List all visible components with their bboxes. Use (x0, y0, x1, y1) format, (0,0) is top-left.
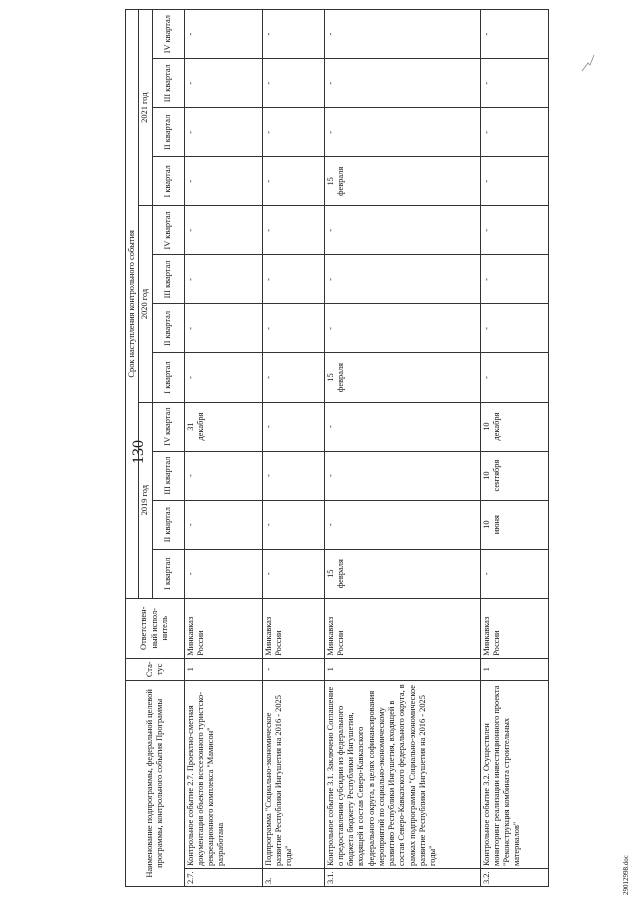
deadline-value: - (263, 376, 273, 379)
deadline-value: - (481, 130, 491, 134)
deadline-value: - (481, 32, 491, 36)
table-body (184, 10, 548, 887)
deadline-month: февраля (335, 362, 345, 393)
deadline-cell (480, 402, 548, 451)
responsible-cell: Минкавказ России (324, 598, 480, 658)
deadline-value: - (481, 179, 491, 183)
deadline-cell (262, 500, 324, 549)
deadline-value: - (325, 474, 335, 478)
deadline-value: 15 (325, 177, 335, 186)
event-name: Контрольное событие 2.7. Проектно-сметная документация объектов всесезонного туристско-рекреационного комплекса "Мамисон" разработана (184, 680, 262, 868)
deadline-value: - (481, 81, 491, 85)
deadline-cell (184, 157, 262, 206)
header-quarter: I квартал (152, 157, 184, 206)
deadline-cell (262, 59, 324, 108)
deadline-cell (480, 304, 548, 353)
deadline-cell (324, 500, 480, 549)
deadline-cell (262, 206, 324, 255)
status-cell: - (262, 658, 324, 680)
header-quarter: II квартал (152, 108, 184, 157)
file-reference: 29012998.doc (622, 855, 630, 895)
header-quarter: IV квартал (152, 206, 184, 255)
deadline-cell (480, 353, 548, 402)
deadline-month: декабря (491, 412, 501, 441)
deadline-cell (184, 59, 262, 108)
deadline-cell (184, 451, 262, 500)
deadline-value: - (325, 130, 335, 134)
deadline-cell (262, 255, 324, 304)
deadline-value: 15 (325, 373, 335, 382)
header-status: Ста-тус (126, 658, 185, 680)
deadline-cell (324, 402, 480, 451)
deadline-value: - (185, 572, 195, 576)
deadline-value: - (185, 81, 195, 85)
header-quarter: IV квартал (152, 10, 184, 59)
row-number: 2.7. (184, 868, 262, 886)
deadline-cell (262, 108, 324, 157)
deadline-value: - (263, 278, 273, 281)
deadline-month: декабря (195, 412, 205, 441)
deadline-value: - (481, 376, 491, 379)
deadline-value: - (263, 474, 273, 478)
header-responsible: Ответствен-ный испол-нитель (126, 598, 185, 658)
deadline-value: 10 (481, 471, 491, 480)
deadline-value: - (325, 523, 335, 527)
deadline-cell (480, 500, 548, 549)
responsible-cell: Минкавказ России (262, 598, 324, 658)
deadline-value: - (263, 81, 273, 85)
deadline-value: - (185, 228, 195, 232)
deadline-value: - (185, 32, 195, 36)
deadline-cell (184, 108, 262, 157)
row-number: 3. (262, 868, 324, 886)
table-row (480, 10, 548, 887)
deadline-value: - (185, 376, 195, 379)
control-events-table (125, 9, 549, 887)
deadline-value: - (325, 32, 335, 36)
deadline-cell (262, 451, 324, 500)
deadline-cell (184, 206, 262, 255)
deadline-value: - (185, 523, 195, 527)
deadline-cell (480, 10, 548, 59)
deadline-cell (262, 304, 324, 353)
deadline-value: 10 (481, 520, 491, 529)
deadline-cell (480, 206, 548, 255)
deadline-cell (324, 255, 480, 304)
deadline-cell (480, 549, 548, 598)
deadline-value: - (481, 278, 491, 281)
header-quarter: III квартал (152, 255, 184, 304)
deadline-cell (184, 10, 262, 59)
event-name: Контрольное событие 3.2. Осуществлен мониторинг реализации инвестиционного проекта "Реконструкция комбината строительных материалов" (480, 680, 548, 868)
deadline-month: сентября (491, 459, 501, 492)
deadline-value: - (263, 130, 273, 134)
responsible-cell: Минкавказ России (480, 598, 548, 658)
deadline-cell (262, 353, 324, 402)
header-year-2019: 2019 год (139, 402, 152, 598)
header-quarter: III квартал (152, 59, 184, 108)
deadline-cell (324, 549, 480, 598)
responsible-cell: Минкавказ России (184, 598, 262, 658)
deadline-value: - (263, 32, 273, 36)
header-quarter: III квартал (152, 451, 184, 500)
pen-mark-icon (578, 45, 598, 75)
deadline-value: - (185, 179, 195, 183)
deadline-month: февраля (335, 166, 345, 196)
deadline-cell (184, 500, 262, 549)
deadline-cell (262, 402, 324, 451)
deadline-month: февраля (335, 559, 345, 589)
deadline-cell (184, 402, 262, 451)
deadline-cell (324, 157, 480, 206)
deadline-value: - (325, 327, 335, 330)
deadline-value: - (325, 228, 335, 232)
header-quarter: IV квартал (152, 402, 184, 451)
deadline-cell (184, 255, 262, 304)
deadline-value: - (185, 474, 195, 478)
deadline-value: - (481, 228, 491, 232)
deadline-cell (324, 59, 480, 108)
deadline-cell (480, 255, 548, 304)
header-deadline: Срок наступления контрольного события (126, 10, 139, 599)
deadline-value: 10 (481, 422, 491, 431)
status-cell: 1 (324, 658, 480, 680)
header-name: Наименование подпрограммы, федеральной целевой программы, контрольного события Программы (126, 680, 185, 886)
row-number: 3.2. (480, 868, 548, 886)
table-row (184, 10, 262, 887)
table-row (262, 10, 324, 887)
deadline-value: - (263, 327, 273, 330)
page-number: 130 (130, 440, 147, 464)
event-name: Подпрограмма "Социально-экономическое развитие Республики Ингушетия на 2016 - 2025 годы" (262, 680, 324, 868)
deadline-cell (480, 451, 548, 500)
deadline-cell (184, 353, 262, 402)
header-quarter: I квартал (152, 549, 184, 598)
deadline-value: 31 (185, 422, 195, 431)
deadline-value: - (263, 179, 273, 183)
deadline-cell (480, 157, 548, 206)
deadline-value: - (263, 425, 273, 428)
header-year-2021: 2021 год (139, 10, 152, 206)
header-quarter: I квартал (152, 353, 184, 402)
deadline-cell (324, 108, 480, 157)
table-row (324, 10, 480, 887)
deadline-cell (184, 549, 262, 598)
deadline-value: - (185, 278, 195, 281)
deadline-value: - (481, 327, 491, 330)
deadline-cell (480, 59, 548, 108)
header-quarter: II квартал (152, 304, 184, 353)
deadline-value: - (185, 327, 195, 330)
deadline-value: - (263, 228, 273, 232)
deadline-month: июня (491, 515, 501, 535)
deadline-value: - (263, 572, 273, 576)
deadline-value: - (325, 425, 335, 428)
event-name: Контрольное событие 3.1. Заключено Соглашение о предоставлении субсидии из федерального бюджета бюджету Республики Ингушетия, входящей в состав Северо-Кавказского федерального округа, в целях софинансирования мероприятий по социально-экономическому развитию Республики Ингушетия, входящей в состав Северо-Кавказского федерального округа, в рамках подпрограммы "Социально-экономическое развитие Республики Ингушетия на 2016 - 2025 годы" (324, 680, 480, 868)
row-number: 3.1. (324, 868, 480, 886)
deadline-cell (480, 108, 548, 157)
deadline-value: - (481, 572, 491, 576)
deadline-cell (262, 10, 324, 59)
deadline-cell (262, 157, 324, 206)
status-cell: 1 (184, 658, 262, 680)
deadline-cell (184, 304, 262, 353)
deadline-cell (324, 10, 480, 59)
deadline-cell (324, 304, 480, 353)
header-quarter: II квартал (152, 500, 184, 549)
header-row-main (126, 10, 139, 887)
deadline-value: - (325, 81, 335, 85)
status-cell: 1 (480, 658, 548, 680)
deadline-cell (324, 451, 480, 500)
deadline-cell (324, 206, 480, 255)
deadline-value: 15 (325, 569, 335, 578)
deadline-value: - (263, 523, 273, 527)
deadline-value: - (185, 130, 195, 134)
header-year-2020: 2020 год (139, 206, 152, 402)
deadline-cell (324, 353, 480, 402)
deadline-value: - (325, 278, 335, 281)
deadline-cell (262, 549, 324, 598)
